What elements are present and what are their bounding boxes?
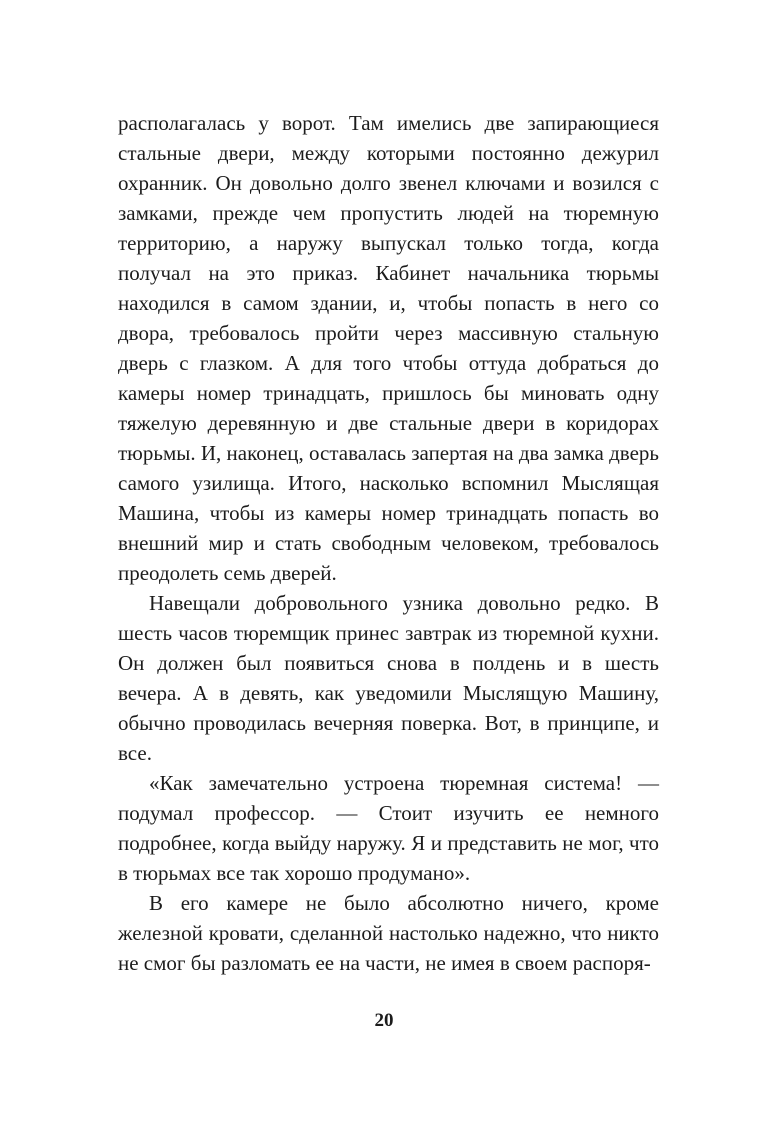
page-number: 20	[374, 1010, 394, 1031]
paragraph: Навещали добровольного узника довольно редко. В шесть часов тюремщик принес завтрак из тюремной кухни. Он должен был появиться снова в полдень и в шесть вечера. А в девять, как уведомили Мыслящую Машину, обычно проводилась вечерняя поверка. Вот, в принципе, и все.	[118, 591, 659, 765]
page-text	[118, 108, 659, 978]
paragraph: В его камере не было абсолютно ничего, кроме железной кровати, сделанной настолько надежно, что никто не смог бы разломать ее на части, не имея в своем распоря-	[118, 891, 659, 975]
paragraph-continuation: располагалась у ворот. Там имелись две запирающиеся стальные двери, между которыми постоянно дежурил охранник. Он довольно долго звенел ключами и возился с замками, прежде чем пропустить людей на тюремную территорию, а наружу выпускал только тогда, когда получал на это приказ. Кабинет начальника тюрьмы находился в самом здании, и, чтобы попасть в него со двора, требовалось пройти через массивную стальную дверь с глазком. А для того чтобы оттуда добраться до камеры номер тринадцать, пришлось бы миновать одну тяжелую деревянную и две стальные двери в коридорах тюрьмы. И, наконец, оставалась запертая на два замка дверь самого узилища. Итого, насколько вспомнил Мыслящая Машина, чтобы из камеры номер тринадцать попасть во внешний мир и стать свободным человеком, требовалось преодолеть семь дверей.	[118, 111, 659, 585]
paragraph: «Как замечательно устроена тюремная система! — подумал профессор. — Стоит изучить ее немного подробнее, когда выйду наружу. Я и представить не мог, что в тюрьмах все так хорошо продумано».	[118, 771, 659, 885]
